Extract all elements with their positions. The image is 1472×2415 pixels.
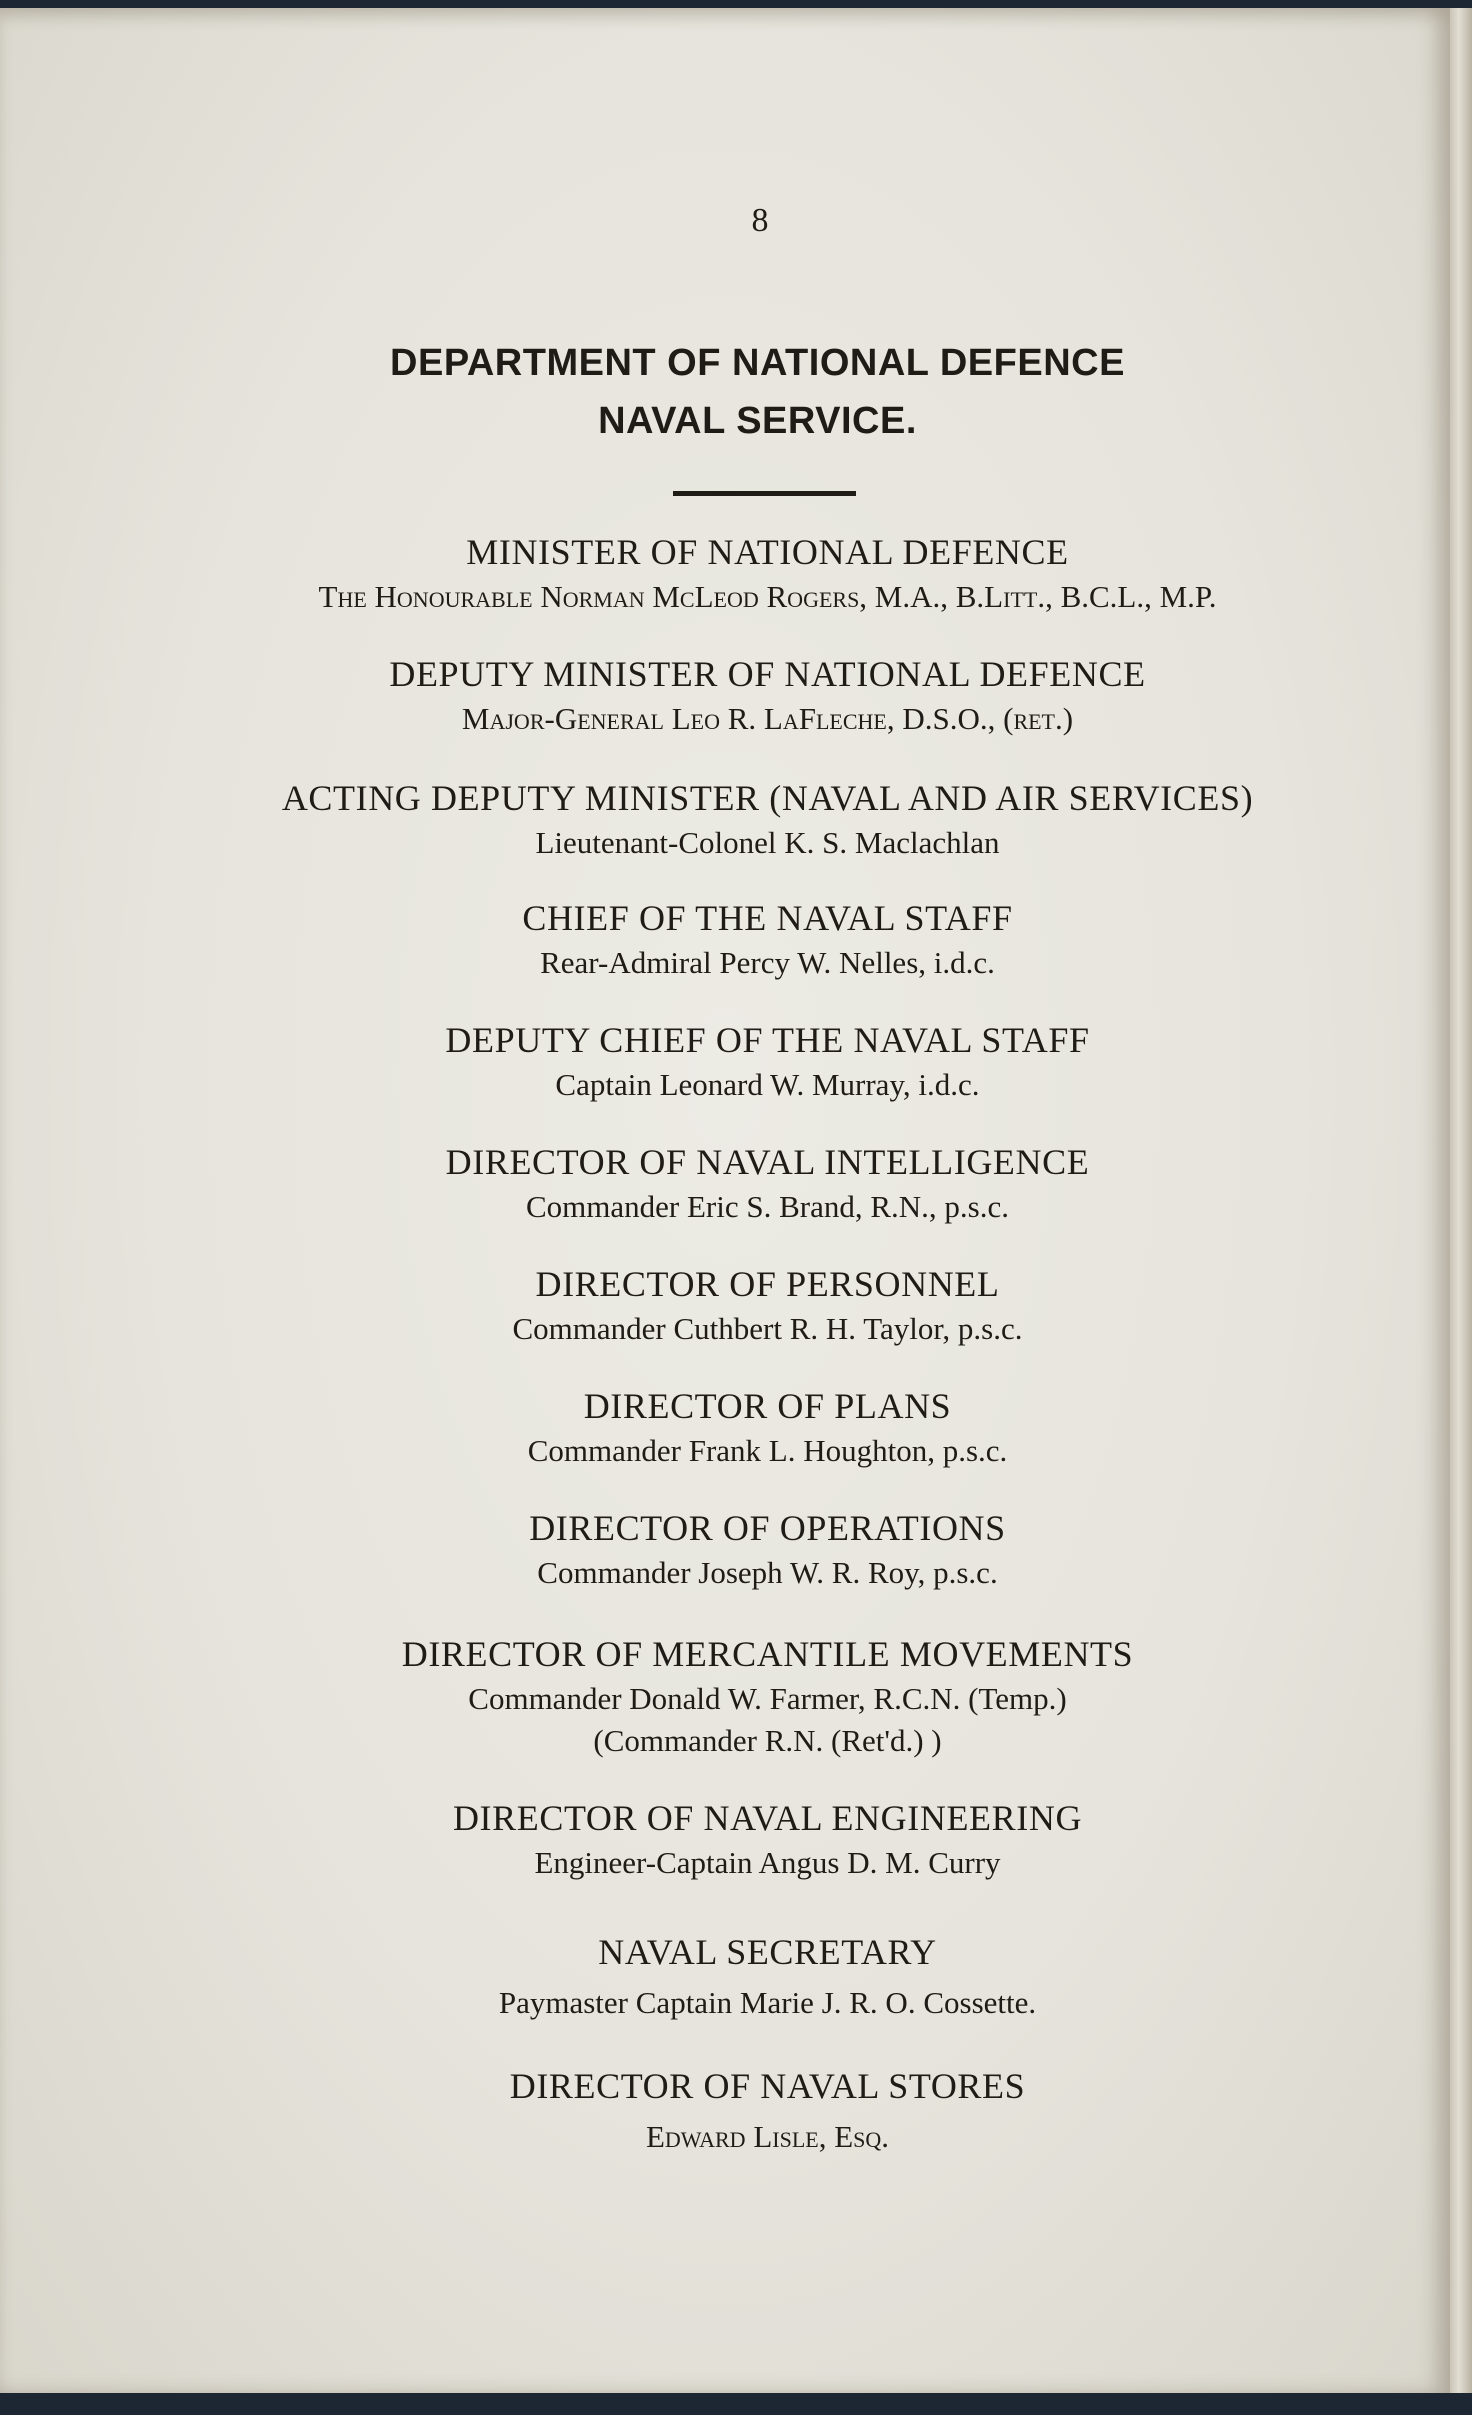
page-number: 8 [751, 202, 769, 239]
entry-title: DIRECTOR OF NAVAL INTELLIGENCE [445, 1142, 1090, 1182]
entry-name: Commander Donald W. Farmer, R.C.N. (Temp.) [468, 1681, 1067, 1716]
entry-name: Commander Cuthbert R. H. Taylor, p.s.c. [512, 1311, 1023, 1346]
entry-title: ACTING DEPUTY MINISTER (NAVAL AND AIR SERVICES) [281, 778, 1254, 818]
entry-title: MINISTER OF NATIONAL DEFENCE [466, 532, 1069, 572]
entry-name: Commander Joseph W. R. Roy, p.s.c. [537, 1555, 998, 1590]
entry-naval-intelligence [0, 1140, 1472, 1228]
entry-operations [0, 1506, 1472, 1594]
entry-minister [0, 530, 1472, 618]
entry-title: DIRECTOR OF PERSONNEL [535, 1264, 1000, 1304]
entry-name: Paymaster Captain Marie J. R. O. Cossette. [498, 1985, 1037, 2020]
heading-divider [673, 491, 856, 496]
entry-naval-stores [0, 2064, 1472, 2158]
entry-name: Major-General Leo R. LaFleche, D.S.O., (ret.) [461, 701, 1074, 736]
entry-title: DIRECTOR OF OPERATIONS [529, 1508, 1006, 1548]
entry-title: DEPUTY MINISTER OF NATIONAL DEFENCE [389, 654, 1146, 694]
entry-title: DIRECTOR OF PLANS [583, 1386, 952, 1426]
entry-plans [0, 1384, 1472, 1472]
entry-mercantile-movements [0, 1632, 1472, 1762]
entry-name: Commander Frank L. Houghton, p.s.c. [527, 1433, 1008, 1468]
entry-personnel [0, 1262, 1472, 1350]
entry-deputy-minister [0, 652, 1472, 740]
entry-name: Commander Eric S. Brand, R.N., p.s.c. [525, 1189, 1009, 1224]
entry-title: DEPUTY CHIEF OF THE NAVAL STAFF [445, 1020, 1090, 1060]
entry-acting-deputy-minister [0, 776, 1472, 864]
entry-title: CHIEF OF THE NAVAL STAFF [522, 898, 1013, 938]
entry-deputy-chief-naval-staff [0, 1018, 1472, 1106]
entry-name: Rear-Admiral Percy W. Nelles, i.d.c. [540, 945, 995, 980]
entry-naval-engineering [0, 1796, 1472, 1884]
entry-name: The Honourable Norman McLeod Rogers, M.A., B.Litt., B.C.L., M.P. [318, 579, 1217, 614]
entry-name-note: (Commander R.N. (Ret'd.) ) [593, 1723, 942, 1758]
entry-name: Lieutenant-Colonel K. S. Maclachlan [535, 825, 1000, 860]
service-heading: NAVAL SERVICE. [598, 400, 917, 442]
entry-title: DIRECTOR OF MERCANTILE MOVEMENTS [401, 1634, 1134, 1674]
entry-naval-secretary [0, 1930, 1472, 2024]
entry-name: Captain Leonard W. Murray, i.d.c. [555, 1067, 980, 1102]
department-heading: DEPARTMENT OF NATIONAL DEFENCE [390, 342, 1125, 384]
entry-title: DIRECTOR OF NAVAL STORES [509, 2066, 1026, 2106]
entry-chief-naval-staff [0, 896, 1472, 984]
entry-title: NAVAL SECRETARY [598, 1932, 937, 1972]
entry-name: Engineer-Captain Angus D. M. Curry [534, 1845, 1001, 1880]
entry-name: Edward Lisle, Esq. [645, 2119, 890, 2154]
entry-title: DIRECTOR OF NAVAL ENGINEERING [452, 1798, 1083, 1838]
